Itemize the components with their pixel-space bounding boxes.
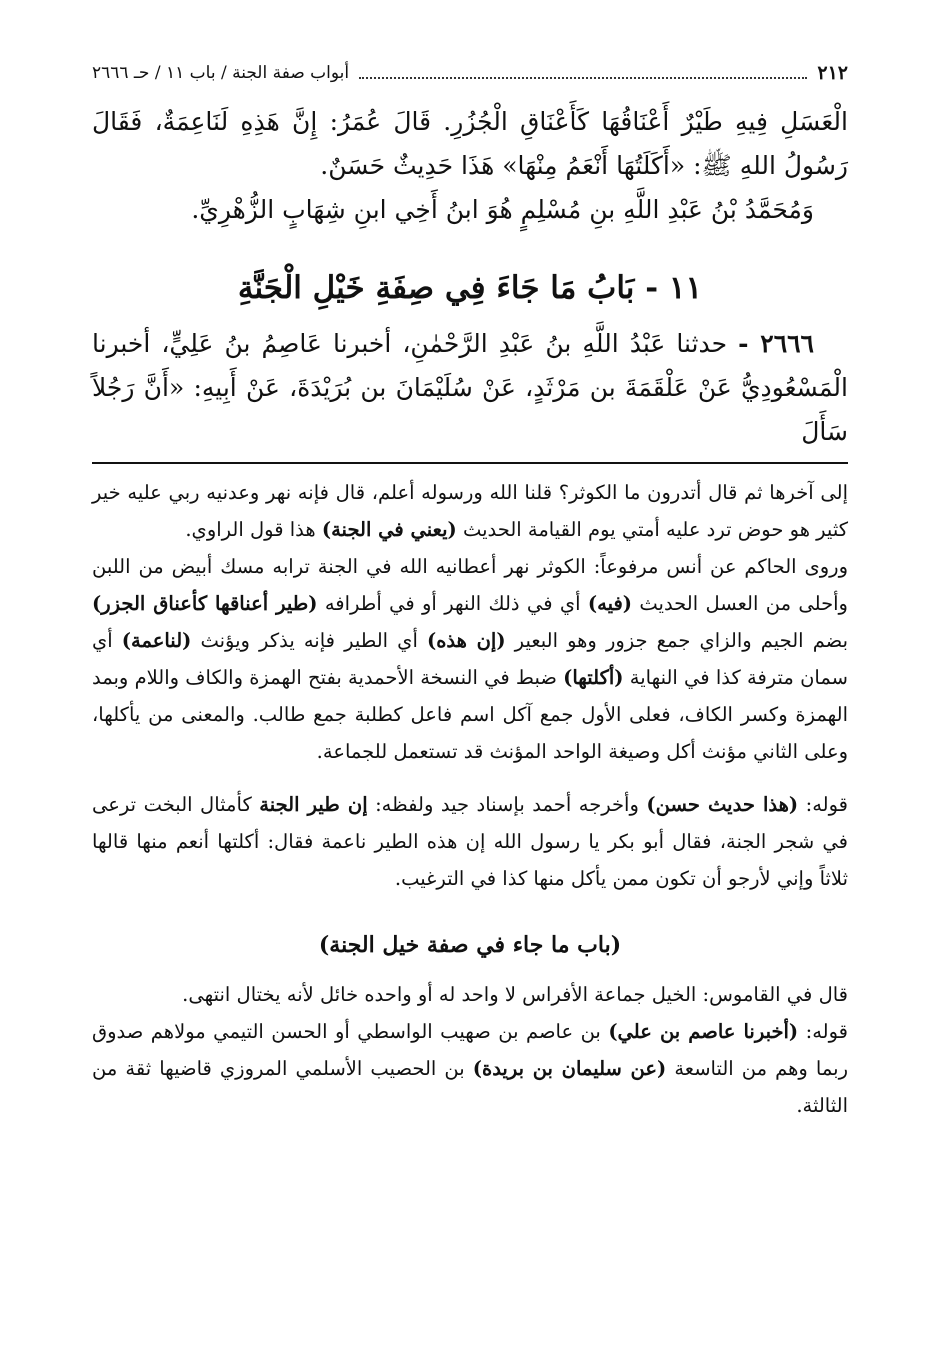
bold-text: إن طير الجنة: [259, 793, 368, 816]
hadith-paragraph: [92, 322, 848, 454]
text: أي الطير فإنه يذكر ويؤنث: [191, 629, 427, 652]
chapter-heading: ١١ - بَابُ مَا جَاءَ فِي صِفَةِ خَيْلِ الْجَنَّةِ: [237, 270, 703, 306]
text: بن عاصم بن صهيب الواسطي أو الحسن التيمي مولاهم صدوق ربما وهم من التاسعة: [92, 1020, 848, 1080]
text: ضبط في النسخة الأحمدية بفتح الهمزة والكاف واللام وبمد الهمزة وكسر الكاف، فعلى الأول جمع آكل اسم فاعل كطلبة جمع طالب. والمعنى من يأكلها، وعلى الثاني مؤنث أكل وصيغة الواحد المؤنث قد تستعمل للجماعة.: [92, 666, 848, 763]
commentary: [92, 474, 848, 1124]
text-line: الْعَسَلِ فِيهِ طَيْرٌ أَعْنَاقُهَا كَأَعْنَاقِ الْجُزُرِ. قَالَ عُمَرُ: إِنَّ هَذِهِ لَنَاعِمَةٌ، فَقَالَ رَسُولُ: [92, 107, 848, 180]
bold-text: (طير أعناقها كأعناق الجزر): [92, 592, 318, 615]
text-line: حدثنا عَبْدُ اللَّهِ بنُ عَبْدِ الرَّحْمٰنِ، أخبرنا عَاصِمُ بنُ عَلِيٍّ، أخبرنا: [92, 329, 728, 358]
commentary-paragraph: [92, 786, 848, 897]
text: قوله:: [798, 1020, 849, 1043]
bold-text: (أخبرنا عاصم بن علي): [608, 1020, 799, 1043]
bold-text: (عن سليمان بن بريدة): [472, 1057, 667, 1080]
running-title: أبواب صفة الجنة / باب ١١ / حـ ٢٦٦٦: [92, 63, 350, 83]
commentary-paragraph: [92, 1013, 848, 1124]
running-header: [92, 58, 848, 88]
text: قوله:: [798, 793, 849, 816]
commentary-paragraph: [92, 548, 848, 770]
text-line: اللهِ ﷺ: «أَكَلَتُهَا أَنْعَمُ مِنْهَا» هَذَا حَدِيثٌ حَسَنٌ.: [320, 151, 776, 180]
text: إلى آخرها ثم قال أتدرون ما الكوثر؟ قلنا الله ورسوله أعلم، قال فإنه نهر وعدنيه ربي عليه خير كثير هو حوض ترد عليه أمتي يوم القيامة الحديث: [92, 481, 848, 541]
bold-text: (أكلتها): [563, 666, 624, 689]
text: أي سمان مترفة كذا في النهاية: [92, 629, 848, 689]
text: بضم الجيم والزاي جمع جزور وهو البعير: [505, 629, 849, 652]
text: أي في ذلك النهر أو في أطرافه: [317, 592, 588, 615]
main-text: [92, 100, 848, 454]
bold-text: (فيه): [587, 592, 633, 615]
hadith-number: ٢٦٦٦ -: [738, 329, 814, 358]
hadith-continuation: [92, 100, 848, 188]
bold-text: (إن هذه): [426, 629, 506, 652]
bold-text: (لناعمة): [121, 629, 192, 652]
text-line: الْمَسْعُودِيُّ عَنْ عَلْقَمَةَ بن مَرْثَدٍ، عَنْ سُلَيْمَانَ بن بُرَيْدَةَ، عَنْ أَبِيهِ: «أَنَّ رَجُلاً سَأَلَ: [92, 373, 848, 446]
text: كأمثال البخت ترعى في شجر الجنة، فقال أبو بكر يا رسول الله إن هذه الطير ناعمة فقال: أكلتها أنعم منها قالها ثلاثاً وإني لأرجو أن تكون ممن يأكل منها كذا في الترغيب.: [92, 793, 848, 890]
text: وأخرجه أحمد بإسناد جيد ولفظه:: [367, 793, 647, 816]
commentary-paragraph: [92, 474, 848, 548]
footnote-separator: [92, 462, 848, 464]
text: هذا قول الراوي.: [185, 518, 322, 541]
text: وروى الحاكم عن أنس مرفوعاً: الكوثر نهر أعطانيه الله في الجنة ترابه مسك أبيض من اللبن وأحلى من العسل الحديث: [92, 555, 848, 615]
narrator-note: وَمُحَمَّدُ بْنُ عَبْدِ اللَّهِ بنِ مُسْلِمٍ هُوَ ابنُ أَخِي ابنِ شِهَابٍ الزُّهْرِيِّ.: [191, 195, 814, 224]
commentary-chapter-heading: (باب ما جاء في صفة خيل الجنة): [318, 932, 622, 958]
bold-text: (هذا حديث حسن): [646, 793, 799, 816]
text: بن الحصيب الأسلمي المروزي قاضيها ثقة من الثالثة.: [92, 1057, 848, 1117]
dotted-leader: [359, 67, 807, 79]
page-number: ٢١٢: [817, 62, 848, 84]
bold-text: (يعني في الجنة): [321, 518, 457, 541]
commentary-paragraph: قال في القاموس: الخيل جماعة الأفراس لا واحد له أو واحده خائل لأنه يختال انتهى.: [182, 983, 848, 1006]
